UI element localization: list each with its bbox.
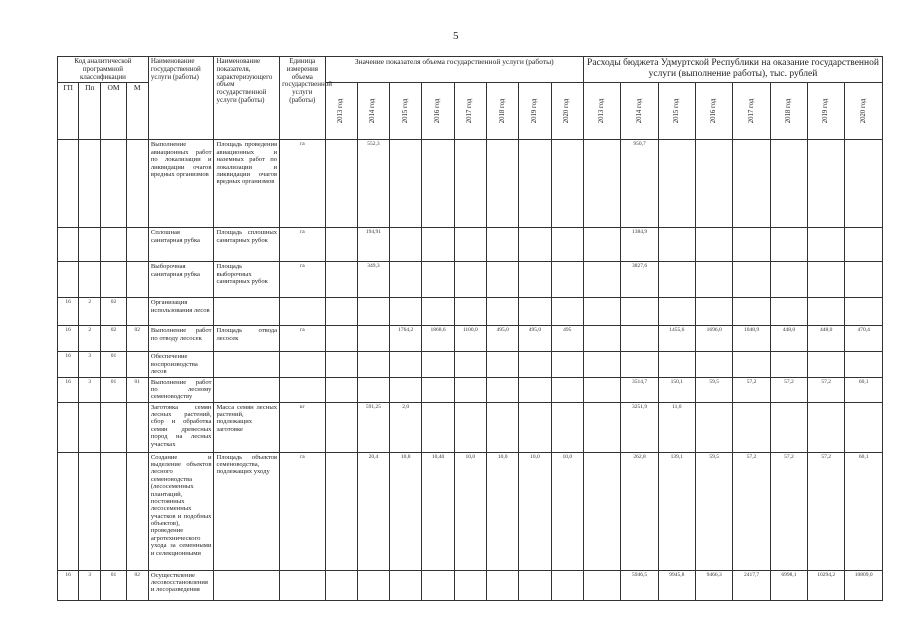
code-cell bbox=[79, 262, 101, 298]
budget-value-cell: 57,2 bbox=[808, 452, 845, 570]
volume-value-cell: 10,0 bbox=[519, 452, 551, 570]
code-col-m: М bbox=[126, 83, 148, 140]
volume-year-header: 2019 год bbox=[519, 83, 551, 140]
volume-value-cell bbox=[390, 228, 422, 262]
volume-value-cell bbox=[486, 402, 518, 452]
budget-value-cell: 1384,9 bbox=[621, 228, 658, 262]
budget-value-cell bbox=[696, 228, 733, 262]
volume-value-cell: 194,91 bbox=[357, 228, 389, 262]
budget-value-cell bbox=[696, 140, 733, 228]
volume-value-cell bbox=[454, 402, 486, 452]
budget-value-cell: 57,2 bbox=[808, 377, 845, 402]
budget-value-cell bbox=[696, 262, 733, 298]
volume-value-cell bbox=[519, 298, 551, 326]
volume-value-cell bbox=[325, 402, 357, 452]
code-cell: 02 bbox=[126, 326, 148, 352]
volume-value-cell bbox=[519, 262, 551, 298]
code-cell: 16 bbox=[58, 352, 79, 377]
volume-year-header: 2015 год bbox=[390, 83, 422, 140]
budget-value-cell bbox=[621, 326, 658, 352]
budget-year-header: 2017 год bbox=[733, 83, 770, 140]
budget-value-cell: 10809,0 bbox=[845, 570, 883, 600]
volume-value-cell bbox=[357, 352, 389, 377]
table-row bbox=[58, 402, 883, 452]
volume-value-cell: 1764,2 bbox=[390, 326, 422, 352]
unit-cell: га bbox=[280, 228, 325, 262]
budget-value-cell bbox=[583, 228, 620, 262]
volume-value-cell bbox=[422, 377, 454, 402]
volume-value-cell: 1100,0 bbox=[454, 326, 486, 352]
budget-value-cell: 1455,6 bbox=[658, 326, 695, 352]
volume-value-cell bbox=[519, 570, 551, 600]
budget-value-cell bbox=[583, 140, 620, 228]
code-cell bbox=[101, 140, 126, 228]
budget-group-header: Расходы бюджета Удмуртской Республики на оказание государственной услуги (выполнение работы), тыс. рублей bbox=[583, 57, 882, 83]
table-row bbox=[58, 570, 883, 600]
code-cell bbox=[126, 262, 148, 298]
budget-year-header: 2019 год bbox=[808, 83, 845, 140]
code-cell: 16 bbox=[58, 298, 79, 326]
budget-value-cell: 139,1 bbox=[658, 452, 695, 570]
volume-value-cell: 349,3 bbox=[357, 262, 389, 298]
unit-header: Единица измерения объема государственной услуги (работы) bbox=[280, 57, 325, 140]
volume-value-cell: 10,0 bbox=[454, 452, 486, 570]
service-name-cell: Создание и выделение объектов лесного семеноводства (лесосеменных плантаций, постоянных лесосеменных участков и подобных объектов), проведение агротехнического ухода за семенными и селекционными bbox=[148, 452, 214, 570]
table-row bbox=[58, 262, 883, 298]
indicator-name-header: Наименование показателя, характеризующего объем государственной услуги (работы) bbox=[214, 57, 280, 140]
budget-value-cell bbox=[583, 352, 620, 377]
volume-value-cell bbox=[551, 352, 583, 377]
budget-value-cell: 11,0 bbox=[658, 402, 695, 452]
indicator-cell: Площадь отвода лесосек bbox=[214, 326, 280, 352]
volume-value-cell bbox=[325, 377, 357, 402]
budget-value-cell: 150,1 bbox=[658, 377, 695, 402]
volume-value-cell: 1868,6 bbox=[422, 326, 454, 352]
volume-value-cell: 10,40 bbox=[422, 452, 454, 570]
volume-value-cell bbox=[325, 298, 357, 326]
budget-value-cell bbox=[696, 298, 733, 326]
unit-cell bbox=[280, 377, 325, 402]
volume-value-cell: 10,8 bbox=[390, 452, 422, 570]
code-cell bbox=[126, 228, 148, 262]
service-name-cell: Сплошная санитарная рубка bbox=[148, 228, 214, 262]
code-cell: 01 bbox=[101, 377, 126, 402]
volume-value-cell bbox=[486, 352, 518, 377]
volume-value-cell bbox=[454, 377, 486, 402]
budget-value-cell: 950,7 bbox=[621, 140, 658, 228]
volume-value-cell bbox=[325, 452, 357, 570]
budget-value-cell bbox=[583, 262, 620, 298]
budget-value-cell bbox=[845, 402, 883, 452]
volume-value-cell bbox=[486, 262, 518, 298]
budget-value-cell: 262,8 bbox=[621, 452, 658, 570]
volume-value-cell bbox=[390, 298, 422, 326]
volume-value-cell: 495 bbox=[551, 326, 583, 352]
volume-value-cell bbox=[551, 570, 583, 600]
volume-value-cell bbox=[390, 352, 422, 377]
code-cell bbox=[58, 402, 79, 452]
volume-year-header: 2018 год bbox=[486, 83, 518, 140]
volume-year-header: 2017 год bbox=[454, 83, 486, 140]
budget-value-cell bbox=[845, 352, 883, 377]
code-cell bbox=[58, 262, 79, 298]
volume-value-cell: 10,0 bbox=[486, 452, 518, 570]
budget-year-header: 2020 год bbox=[845, 83, 883, 140]
service-name-cell: Выборочная санитарная рубка bbox=[148, 262, 214, 298]
volume-year-header: 2014 год bbox=[357, 83, 389, 140]
volume-value-cell: 591,25 bbox=[357, 402, 389, 452]
indicator-cell bbox=[214, 298, 280, 326]
budget-value-cell bbox=[658, 298, 695, 326]
table-row bbox=[58, 377, 883, 402]
indicator-cell: Площадь проведения авиационных и наземных работ по локализации и ликвидации очагов вредных организмов bbox=[214, 140, 280, 228]
code-cell: 16 bbox=[58, 326, 79, 352]
volume-value-cell bbox=[486, 377, 518, 402]
volume-value-cell: 495,0 bbox=[519, 326, 551, 352]
volume-value-cell bbox=[551, 228, 583, 262]
budget-value-cell bbox=[770, 402, 807, 452]
indicator-cell bbox=[214, 352, 280, 377]
volume-value-cell bbox=[357, 377, 389, 402]
budget-value-cell bbox=[808, 352, 845, 377]
volume-value-cell bbox=[519, 377, 551, 402]
budget-value-cell: 470,4 bbox=[845, 326, 883, 352]
code-cell: 3 bbox=[79, 352, 101, 377]
code-cell: 16 bbox=[58, 377, 79, 402]
budget-value-cell: 448,0 bbox=[770, 326, 807, 352]
volume-year-header: 2016 год bbox=[422, 83, 454, 140]
volume-value-cell bbox=[551, 377, 583, 402]
budget-value-cell bbox=[808, 298, 845, 326]
budget-value-cell bbox=[583, 452, 620, 570]
volume-value-cell bbox=[325, 326, 357, 352]
services-table bbox=[57, 56, 883, 601]
budget-value-cell: 1048,9 bbox=[733, 326, 770, 352]
code-col-om: ОМ bbox=[101, 83, 126, 140]
volume-value-cell: 495,0 bbox=[486, 326, 518, 352]
budget-value-cell bbox=[583, 570, 620, 600]
page-number: 5 bbox=[453, 30, 459, 42]
code-cell bbox=[126, 402, 148, 452]
indicator-cell: Масса семян лесных растений, подлежащих заготовке bbox=[214, 402, 280, 452]
volume-value-cell bbox=[422, 262, 454, 298]
code-cell bbox=[58, 140, 79, 228]
table-body bbox=[58, 140, 883, 600]
budget-value-cell bbox=[583, 402, 620, 452]
budget-value-cell bbox=[733, 140, 770, 228]
budget-value-cell bbox=[808, 262, 845, 298]
budget-value-cell: 9466,3 bbox=[696, 570, 733, 600]
volume-value-cell bbox=[390, 262, 422, 298]
code-cell bbox=[101, 228, 126, 262]
budget-value-cell bbox=[770, 262, 807, 298]
budget-value-cell bbox=[583, 298, 620, 326]
table-row bbox=[58, 452, 883, 570]
volume-value-cell bbox=[422, 228, 454, 262]
volume-value-cell bbox=[325, 352, 357, 377]
code-cell bbox=[101, 262, 126, 298]
budget-value-cell bbox=[770, 352, 807, 377]
table-row bbox=[58, 352, 883, 377]
code-cell: 16 bbox=[58, 570, 79, 600]
indicator-cell: Площадь сплошных санитарных рубок bbox=[214, 228, 280, 262]
volume-group-header: Значение показателя объема государственной услуги (работы) bbox=[325, 57, 583, 83]
volume-value-cell bbox=[486, 228, 518, 262]
volume-value-cell bbox=[422, 352, 454, 377]
table-row bbox=[58, 298, 883, 326]
budget-value-cell: 6998,1 bbox=[770, 570, 807, 600]
service-name-cell: Осуществление лесовосстановления и лесоразведения bbox=[148, 570, 214, 600]
volume-value-cell bbox=[454, 298, 486, 326]
indicator-cell bbox=[214, 377, 280, 402]
volume-value-cell: 20,4 bbox=[357, 452, 389, 570]
volume-value-cell: 2,0 bbox=[390, 402, 422, 452]
code-cell: 01 bbox=[101, 352, 126, 377]
volume-value-cell bbox=[519, 352, 551, 377]
budget-value-cell bbox=[733, 228, 770, 262]
budget-year-header: 2015 год bbox=[658, 83, 695, 140]
code-col-pp: Пп bbox=[79, 83, 101, 140]
table-row bbox=[58, 228, 883, 262]
code-cell bbox=[58, 228, 79, 262]
volume-value-cell bbox=[454, 228, 486, 262]
code-cell: 2 bbox=[79, 326, 101, 352]
volume-value-cell bbox=[357, 298, 389, 326]
unit-cell bbox=[280, 352, 325, 377]
service-name-cell: Организация использования лесов bbox=[148, 298, 214, 326]
budget-value-cell bbox=[808, 402, 845, 452]
volume-value-cell bbox=[325, 228, 357, 262]
budget-value-cell bbox=[845, 298, 883, 326]
service-name-header: Наименование государственной услуги (работы) bbox=[148, 57, 214, 140]
budget-value-cell bbox=[770, 298, 807, 326]
volume-value-cell: 10,0 bbox=[551, 452, 583, 570]
budget-value-cell bbox=[658, 140, 695, 228]
budget-value-cell bbox=[621, 352, 658, 377]
budget-value-cell: 57,2 bbox=[733, 452, 770, 570]
budget-value-cell: 448,0 bbox=[808, 326, 845, 352]
budget-value-cell bbox=[621, 298, 658, 326]
code-cell: 02 bbox=[126, 570, 148, 600]
code-cell bbox=[101, 402, 126, 452]
code-cell: 01 bbox=[101, 570, 126, 600]
service-name-cell: Выполнение работ по отводу лесосек bbox=[148, 326, 214, 352]
budget-value-cell: 5946,5 bbox=[621, 570, 658, 600]
volume-value-cell bbox=[519, 402, 551, 452]
budget-value-cell bbox=[733, 402, 770, 452]
volume-value-cell bbox=[422, 402, 454, 452]
code-cell: 3 bbox=[79, 377, 101, 402]
unit-cell: га bbox=[280, 140, 325, 228]
budget-value-cell bbox=[658, 352, 695, 377]
volume-value-cell bbox=[519, 228, 551, 262]
volume-value-cell bbox=[390, 377, 422, 402]
volume-value-cell bbox=[357, 326, 389, 352]
volume-value-cell bbox=[454, 352, 486, 377]
code-cell bbox=[126, 140, 148, 228]
code-cell: 3 bbox=[79, 570, 101, 600]
volume-value-cell bbox=[486, 140, 518, 228]
budget-value-cell bbox=[845, 228, 883, 262]
volume-value-cell bbox=[422, 140, 454, 228]
volume-value-cell bbox=[390, 570, 422, 600]
code-col-gp: ГП bbox=[58, 83, 79, 140]
code-cell bbox=[126, 452, 148, 570]
volume-year-header: 2020 год bbox=[551, 83, 583, 140]
code-cell bbox=[126, 298, 148, 326]
indicator-cell: Площадь объектов семеноводства, подлежащих уходу bbox=[214, 452, 280, 570]
volume-value-cell bbox=[422, 298, 454, 326]
budget-value-cell bbox=[658, 262, 695, 298]
budget-value-cell bbox=[658, 228, 695, 262]
volume-value-cell bbox=[551, 262, 583, 298]
table-row bbox=[58, 140, 883, 228]
indicator-cell bbox=[214, 570, 280, 600]
table-row bbox=[58, 326, 883, 352]
budget-value-cell bbox=[808, 140, 845, 228]
budget-year-header: 2016 год bbox=[696, 83, 733, 140]
volume-value-cell bbox=[325, 140, 357, 228]
unit-cell: кг bbox=[280, 402, 325, 452]
budget-value-cell: 1696,0 bbox=[696, 326, 733, 352]
budget-value-cell: 3514,7 bbox=[621, 377, 658, 402]
volume-value-cell bbox=[519, 140, 551, 228]
service-name-cell: Обеспечение воспроизводства лесов bbox=[148, 352, 214, 377]
unit-cell bbox=[280, 570, 325, 600]
code-cell bbox=[79, 402, 101, 452]
budget-value-cell: 9945,8 bbox=[658, 570, 695, 600]
budget-value-cell bbox=[770, 140, 807, 228]
budget-value-cell: 60,1 bbox=[845, 377, 883, 402]
budget-value-cell bbox=[808, 228, 845, 262]
budget-value-cell bbox=[696, 402, 733, 452]
volume-value-cell bbox=[551, 298, 583, 326]
indicator-cell: Площадь выборочных санитарных рубок bbox=[214, 262, 280, 298]
budget-value-cell bbox=[733, 352, 770, 377]
budget-value-cell: 3251,9 bbox=[621, 402, 658, 452]
unit-cell bbox=[280, 298, 325, 326]
code-cell bbox=[58, 452, 79, 570]
code-cell: 02 bbox=[101, 298, 126, 326]
budget-value-cell bbox=[845, 262, 883, 298]
volume-value-cell: 552,3 bbox=[357, 140, 389, 228]
code-cell bbox=[79, 452, 101, 570]
budget-year-header: 2018 год bbox=[770, 83, 807, 140]
unit-cell: га bbox=[280, 262, 325, 298]
volume-value-cell bbox=[486, 570, 518, 600]
volume-value-cell bbox=[325, 570, 357, 600]
volume-value-cell bbox=[325, 262, 357, 298]
service-name-cell: Выполнение авиационных работ по локализации и ликвидации очагов вредных организмов bbox=[148, 140, 214, 228]
budget-year-header: 2014 год bbox=[621, 83, 658, 140]
budget-value-cell: 2417,7 bbox=[733, 570, 770, 600]
unit-cell: га bbox=[280, 326, 325, 352]
volume-value-cell bbox=[486, 298, 518, 326]
code-cell bbox=[79, 140, 101, 228]
service-name-cell: Выполнение работ по лесному семеноводству bbox=[148, 377, 214, 402]
volume-value-cell bbox=[357, 570, 389, 600]
code-cell bbox=[79, 228, 101, 262]
code-cell bbox=[126, 352, 148, 377]
code-cell: 02 bbox=[101, 326, 126, 352]
code-cell: 01 bbox=[126, 377, 148, 402]
volume-year-header: 2013 год bbox=[325, 83, 357, 140]
budget-value-cell bbox=[845, 140, 883, 228]
volume-value-cell bbox=[454, 262, 486, 298]
budget-value-cell: 57,2 bbox=[770, 377, 807, 402]
volume-value-cell bbox=[422, 570, 454, 600]
budget-value-cell: 59,5 bbox=[696, 452, 733, 570]
budget-value-cell: 3827,6 bbox=[621, 262, 658, 298]
budget-value-cell bbox=[733, 262, 770, 298]
budget-value-cell: 57,2 bbox=[733, 377, 770, 402]
volume-value-cell bbox=[454, 140, 486, 228]
budget-value-cell bbox=[733, 298, 770, 326]
code-group-header: Код аналитической программной классификации bbox=[58, 57, 149, 83]
code-cell bbox=[101, 452, 126, 570]
budget-year-header: 2013 год bbox=[583, 83, 620, 140]
budget-value-cell bbox=[696, 352, 733, 377]
budget-value-cell: 10294,2 bbox=[808, 570, 845, 600]
budget-value-cell bbox=[583, 377, 620, 402]
budget-value-cell: 59,5 bbox=[696, 377, 733, 402]
service-name-cell: Заготовка семян лесных растений, сбор и обработка семян древесных пород на лесных участках bbox=[148, 402, 214, 452]
unit-cell: га bbox=[280, 452, 325, 570]
budget-value-cell: 60,1 bbox=[845, 452, 883, 570]
volume-value-cell bbox=[454, 570, 486, 600]
budget-value-cell bbox=[770, 228, 807, 262]
code-cell: 2 bbox=[79, 298, 101, 326]
volume-value-cell bbox=[551, 140, 583, 228]
budget-value-cell bbox=[583, 326, 620, 352]
volume-value-cell bbox=[390, 140, 422, 228]
budget-value-cell: 57,2 bbox=[770, 452, 807, 570]
volume-value-cell bbox=[551, 402, 583, 452]
